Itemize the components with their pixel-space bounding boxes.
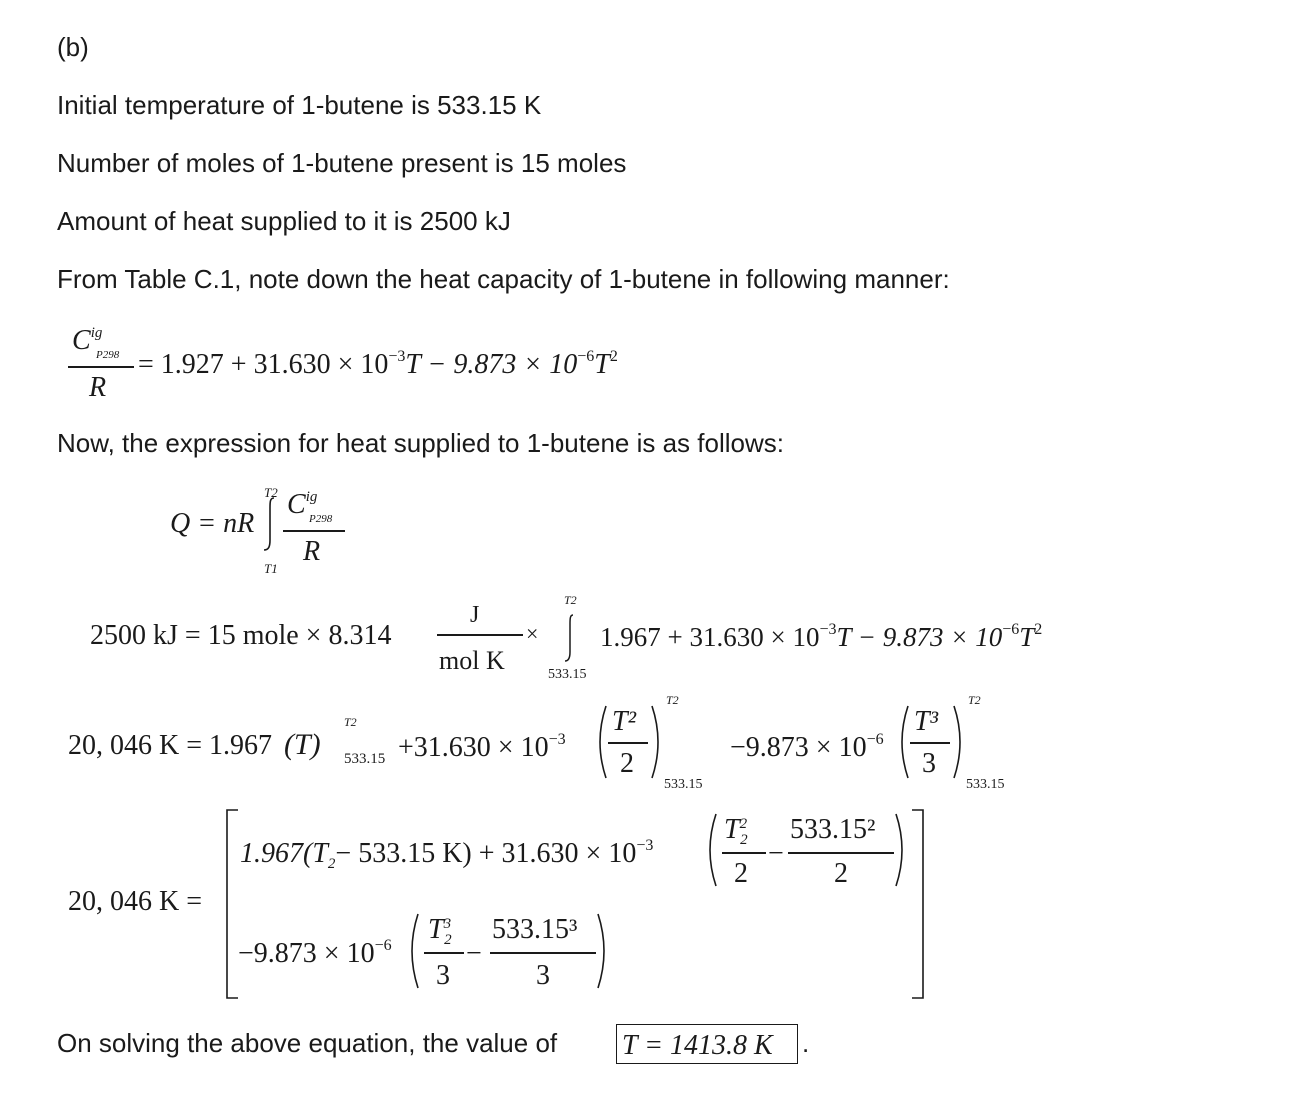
fraction-bar [490, 952, 596, 954]
eq5-f3-num-sup: 3 [443, 916, 452, 932]
eq4-frac1-denominator: 2 [620, 748, 634, 779]
eq5-row1-sub: 2 [327, 856, 336, 872]
cp-superscript: ig [90, 325, 103, 341]
fraction-bar [68, 366, 134, 368]
right-paren-icon [648, 702, 668, 782]
cp-denominator: R [89, 372, 107, 403]
fraction-bar [608, 742, 648, 744]
table-note-line: From Table C.1, note down the heat capacity of 1-butene in following manner: [57, 264, 950, 294]
integral-lower-limit: T1 [264, 561, 278, 576]
eq4-frac1-upper: T2 [666, 693, 679, 707]
eq5-f1-num-sup: 2 [739, 816, 748, 832]
cp-exp-b: −6 [577, 348, 595, 365]
eq5-f1-den: 2 [734, 858, 748, 889]
eq5-row2-a: −9.873 × 10 [238, 938, 375, 969]
eq3-rhs-b: T − 9.873 × 10 [836, 622, 1003, 652]
fraction-bar [424, 952, 464, 954]
moles-line: Number of moles of 1-butene present is 15 moles [57, 148, 627, 178]
integral-upper-limit: T2 [264, 485, 278, 500]
eq4-frac1-lower: 533.15 [664, 777, 703, 792]
left-paren-icon [402, 910, 422, 992]
eq5-lhs: 20, 046 K = [68, 886, 203, 917]
eq5-f4-num: 533.15³ [492, 914, 578, 945]
eq4-mid-exp: −3 [548, 731, 566, 748]
solving-note-line: On solving the above equation, the value of [57, 1028, 558, 1058]
cp-rhs-a: = 1.927 + 31.630 × 10 [138, 349, 389, 380]
fraction-bar [788, 852, 894, 854]
eq4-frac2-upper: T2 [968, 693, 981, 707]
left-paren-icon [700, 810, 720, 890]
eq4-term1-lower: 533.15 [344, 751, 386, 767]
right-paren-icon [950, 702, 970, 782]
eq5-f1-num: T [724, 814, 740, 845]
eq3-exp-c: 2 [1034, 621, 1043, 638]
cp-exp-a: −3 [388, 348, 406, 365]
eq3-lower-limit: 533.15 [548, 667, 587, 682]
q-cp-symbol: C [287, 489, 306, 520]
expression-note-line: Now, the expression for heat supplied to 1-butene is as follows: [57, 428, 784, 458]
eq3-unit-denominator: mol K [439, 646, 505, 675]
cp-rhs-b: T − 9.873 × 10 [405, 349, 578, 380]
answer-value: T = 1413.8 K [622, 1030, 773, 1061]
eq5-f3-minus: − [466, 938, 482, 969]
left-paren-icon [892, 702, 912, 782]
heat-supplied-line: Amount of heat supplied to it is 2500 kJ [57, 206, 511, 236]
initial-temperature-line: Initial temperature of 1-butene is 533.15 K [57, 90, 542, 120]
part-label: (b) [57, 32, 89, 62]
eq4-frac2-numerator: T³ [914, 706, 938, 737]
eq4-minus-exp: −6 [866, 731, 884, 748]
eq4-frac1-numerator: T² [612, 706, 636, 737]
eq5-f1-num-sub: 2 [740, 832, 748, 848]
eq5-f3-den: 3 [436, 960, 450, 991]
eq5-f4-den: 3 [536, 960, 550, 991]
eq3-rhs-c: T [1019, 622, 1035, 652]
eq5-f2-den: 2 [834, 858, 848, 889]
q-cp-denominator: R [303, 536, 321, 567]
eq3-exp-a: −3 [819, 621, 837, 638]
cp-exp-c: 2 [609, 348, 618, 365]
eq4-term1-upper: T2 [344, 715, 357, 729]
eq3-upper-limit: T2 [564, 593, 577, 607]
cp-symbol: C [72, 325, 91, 356]
eq3-times: × [526, 621, 539, 646]
integral-sign-icon [260, 494, 280, 554]
right-bracket-icon [910, 808, 926, 1000]
eq5-f1-minus: − [768, 838, 784, 869]
eq4-minus: −9.873 × 10 [730, 732, 867, 763]
eq5-row2-exp: −6 [374, 937, 392, 954]
eq3-exp-b: −6 [1002, 621, 1020, 638]
eq5-row1-b: − 533.15 K) + 31.630 × 10 [335, 838, 637, 869]
eq5-f3-num-sub: 2 [444, 932, 452, 948]
eq5-row1-a: 1.967(T [240, 838, 328, 869]
fraction-bar [283, 530, 345, 532]
eq3-unit-numerator: J [470, 602, 480, 628]
integral-sign-icon [560, 612, 580, 664]
eq5-row1-exp: −3 [636, 837, 654, 854]
eq4-frac2-denominator: 3 [922, 748, 936, 779]
cp-rhs-c: T [594, 349, 610, 380]
right-paren-icon [892, 810, 912, 890]
fraction-bar [910, 742, 950, 744]
fraction-bar [437, 634, 523, 636]
right-paren-icon [594, 910, 614, 992]
eq3-rhs-a: 1.967 + 31.630 × 10 [600, 622, 820, 652]
eq3-lhs: 2500 kJ = 15 mole × 8.314 [90, 620, 392, 651]
q-cp-subscript: P298 [309, 513, 333, 525]
cp-subscript: P298 [96, 349, 120, 361]
eq5-f2-num: 533.15² [790, 814, 876, 845]
answer-period: . [802, 1028, 810, 1058]
left-paren-icon [590, 702, 610, 782]
q-lhs: Q = nR [170, 508, 255, 539]
eq4-mid: +31.630 × 10 [398, 732, 549, 763]
fraction-bar [722, 852, 766, 854]
left-bracket-icon [224, 808, 240, 1000]
eq4-lhs: 20, 046 K = 1.967 [68, 730, 273, 761]
eq5-f3-num: T [428, 914, 444, 945]
eq4-frac2-lower: 533.15 [966, 777, 1005, 792]
eq4-term1: (T) [284, 728, 321, 761]
q-cp-superscript: ig [305, 489, 318, 505]
